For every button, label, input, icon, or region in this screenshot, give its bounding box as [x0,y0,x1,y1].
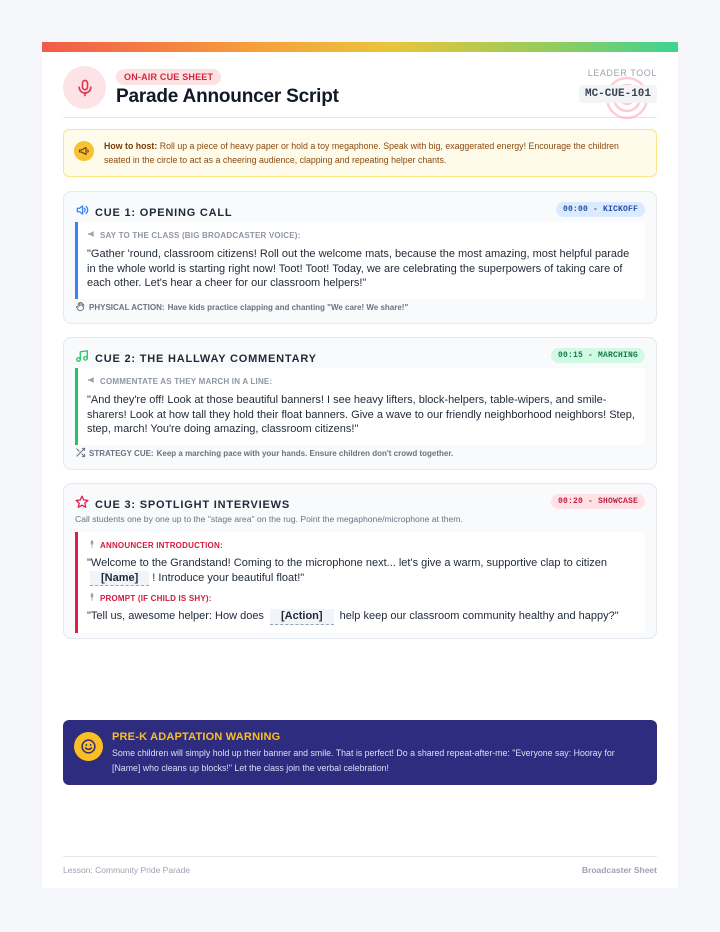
microphone-icon [87,539,97,551]
cue-2-say-label: COMMENTATE AS THEY MARCH IN A LINE: [100,376,273,386]
cue-card-3 [63,483,657,639]
cue-1-script-box [75,222,645,299]
host-label: How to host: [104,141,158,151]
cue-1-action-label: PHYSICAL ACTION: [89,303,165,312]
cue-3-intro-label: ANNOUNCER INTRODUCTION: [100,540,223,550]
host-instructions [63,129,657,177]
sheet-header [63,52,657,118]
microphone-icon [87,592,97,604]
rainbow-bar [42,42,678,52]
megaphone-icon [87,229,97,241]
page-title: Parade Announcer Script [116,86,339,107]
footer-sheet-name: Broadcaster Sheet [581,865,657,875]
cue-2-action-label: STRATEGY CUE: [89,449,154,458]
cue-1-action [75,301,408,314]
cue-sheet [42,42,678,888]
cue-3-prompt-quote [87,609,635,625]
warning-text: Some children will simply hold up their banner and smile. That is perfect! Do a shared repeat-after-me: "Everyone say: Hooray for [Name] who cleans up blocks!" Let the class join the verbal celebration! [112,748,615,773]
cue-3-prompt-label: PROMPT (IF CHILD IS SHY): [100,593,212,603]
cue-card-2 [63,337,657,470]
music-note-icon [75,349,89,368]
warning-title: PRE-K ADAPTATION WARNING [112,731,281,743]
intro-text-after: ! Introduce your beautiful float!" [152,571,305,584]
host-body: Roll up a piece of heavy paper or hold a toy megaphone. Speak with big, exaggerated energy! Encourage the children seated in the circle to act as a cheering audience, clapping and repeating helper chants. [104,141,619,165]
sheet-code: MC-CUE-101 [579,85,657,103]
name-blank: [Name] [90,571,149,587]
cue-1-quote: "Gather 'round, classroom citizens! Roll out the welcome mats, because the most amazing, most helpful parade in the whole world is starting right now! Toot! Toot! Today, we are celebrating the superpowers of taking care of each other. Let's hear a cheer for our classroom helpers!" [87,248,630,289]
cue-1-say-label: SAY TO THE CLASS (BIG BROADCASTER VOICE): [100,230,301,240]
speaker-icon [75,203,89,222]
leader-tool-label: LEADER TOOL [587,68,657,78]
cue-3-script-box [75,532,645,633]
cue-2-strategy [75,447,453,460]
star-icon [75,495,89,514]
hand-icon [75,301,86,314]
cue-1-action-text: Have kids practice clapping and chanting "We care! We share!" [167,303,409,312]
cue-card-1 [63,191,657,324]
pre-k-warning [63,720,657,785]
cue-3-title: CUE 3: SPOTLIGHT INTERVIEWS [95,498,290,511]
sheet-footer [63,856,657,876]
megaphone-icon [74,141,94,161]
cue-3-intro-quote [87,556,635,586]
host-text [104,139,640,167]
cue-2-quote: "And they're off! Look at those beautiful banners! I see heavy lifters, block-helpers, table-wipers, and smile-sharers! Look at how tall they hold their float banners. Give a wave to our friendly neighborhood neighbors! Step, step, march! You're doing amazing, classroom citizens!" [87,394,635,435]
cue-1-time: 00:00 - KICKOFF [556,202,645,217]
smile-icon [74,732,103,761]
cue-3-time: 00:20 - SHOWCASE [551,494,645,509]
cue-2-time: 00:15 - MARCHING [551,348,645,363]
cue-2-title: CUE 2: THE HALLWAY COMMENTARY [95,352,317,365]
shuffle-icon [75,447,86,460]
footer-lesson: Lesson: Community Pride Parade [63,865,191,875]
cue-2-action-text: Keep a marching pace with your hands. Ensure children don't crowd together. [156,449,454,458]
prompt-text-before: "Tell us, awesome helper: How does [87,610,264,622]
cue-1-title: CUE 1: OPENING CALL [95,206,233,219]
microphone-icon [63,66,106,109]
action-blank: [Action] [270,609,334,625]
cue-sheet-badge: ON-AIR CUE SHEET [116,69,221,85]
cue-2-script-box [75,368,645,445]
megaphone-icon [87,375,97,387]
prompt-text-after: help keep our classroom community healthy and happy?" [339,610,619,622]
cue-3-subtitle: Call students one by one up to the "stage area" on the rug. Point the megaphone/microphone at them. [75,514,463,524]
intro-text-before: "Welcome to the Grandstand! Coming to the microphone next... let's give a warm, supportive clap to citizen [87,557,607,569]
